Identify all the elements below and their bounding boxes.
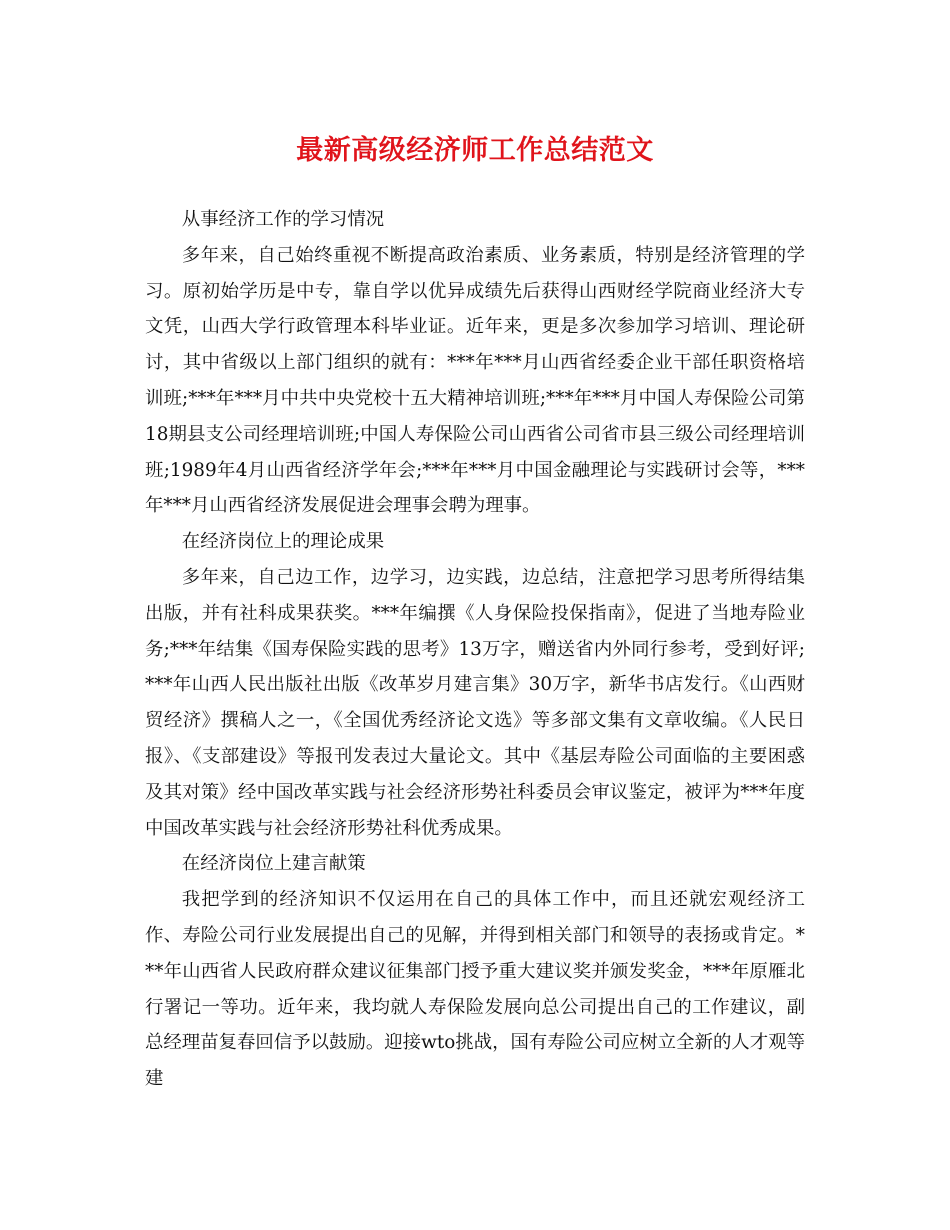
section-heading-achievements: 在经济岗位上的理论成果 [181,531,385,553]
paragraph-achievements: 多年来，自己边工作，边学习，边实践，边总结，注意把学习思考所得结集出版，并有社科成果获奖。***年编撰《人身保险投保指南》，促进了当地寿险业务;***年结集《国寿保险实践的思考》13万字，赠送省内外同行参考，受到好评;***年山西人民出版社出版《改革岁月建言集》30万字，新华书店发行。《山西财贸经济》撰稿人之一，《全国优秀经济论文选》等多部文集有文章收编。《人民日报》、《支部建设》等报刊发表过大量论文。其中《基层寿险公司面临的主要困惑及其对策》经中国改革实践与社会经济形势社科委员会审议鉴定，被评为***年度中国改革实践与社会经济形势社科优秀成果。 [145,566,805,839]
paragraph-suggestions: 我把学到的经济知识不仅运用在自己的具体工作中，而且还就宏观经济工作、寿险公司行业发展提出自己的见解，并得到相关部门和领导的表扬或肯定。***年山西省人民政府群众建议征集部门授予重大建议奖并颁发奖金，***年原雁北行署记一等功。近年来，我均就人寿保险发展向总公司提出自己的工作建议，副总经理苗复春回信予以鼓励。迎接wto挑战，国有寿险公司应树立全新的人才观等建 [145,889,805,1090]
section-heading-study: 从事经济工作的学习情况 [181,209,385,230]
section-heading-suggestions: 在经济岗位上建言献策 [181,853,366,875]
paragraph-study: 多年来，自己始终重视不断提高政治素质、业务素质，特别是经济管理的学习。原初始学历是中专，靠自学以优异成绩先后获得山西财经学院商业经济大专文凭，山西大学行政管理本科毕业证。近年来，更是多次参加学习培训、理论研讨，其中省级以上部门组织的就有：***年***月山西省经委企业干部任职资格培训班;***年***月中共中央党校十五大精神培训班;***年***月中国人寿保险公司第18期县支公司经理培训班;中国人寿保险公司山西省公司省市县三级公司经理培训班;1989年4月山西省经济学年会;***年***月中国金融理论与实践研讨会等，***年***月山西省经济发展促进会理事会聘为理事。 [145,244,805,517]
document-body [145,202,805,1097]
document-title: 最新高级经济师工作总结范文 [296,135,654,166]
